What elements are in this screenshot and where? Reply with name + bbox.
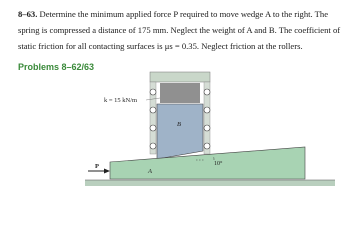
problem-text: Determine the minimum applied force P required to move wedge A to the right. The spring is compressed a distance of 175 mm. Neglect the weight of A and B. The coefficient of static friction for all contacting surfaces is μs = 0.35. Neglect friction at the rollers. <box>18 9 341 51</box>
angle-label: 10° <box>214 161 223 167</box>
wedge-label: A <box>148 168 152 175</box>
force-label: P <box>95 163 99 170</box>
force-arrowhead <box>104 169 110 174</box>
block-label: B <box>177 121 181 128</box>
top-support <box>150 72 210 82</box>
spring <box>160 84 200 102</box>
ground <box>85 180 335 186</box>
section-label: Problems 8–62/63 <box>18 62 95 72</box>
problem-number: 8–63. <box>18 9 38 19</box>
block-b <box>157 104 203 159</box>
spring-constant-label: k = 15 kN/m <box>104 97 138 104</box>
